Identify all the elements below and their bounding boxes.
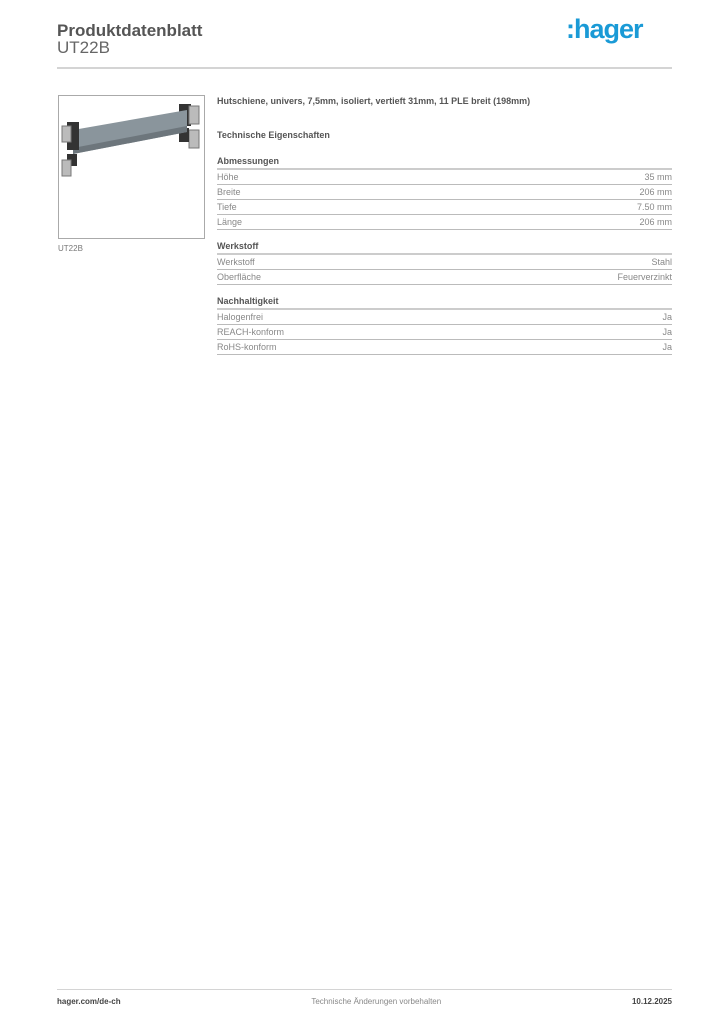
spec-row — [217, 255, 672, 270]
spec-row — [217, 215, 672, 230]
footer-website: hager.com/de-ch — [57, 997, 121, 1006]
spec-label: Tiefe — [217, 202, 237, 212]
spec-label: REACH-konform — [217, 327, 285, 337]
document-title: Produktdatenblatt — [57, 21, 203, 40]
footer-date: 10.12.2025 — [631, 997, 672, 1006]
spec-value: 206 mm — [639, 187, 672, 197]
spec-value: 35 mm — [644, 172, 672, 182]
spec-label: Breite — [217, 187, 241, 197]
spec-row — [217, 310, 672, 325]
footer-divider — [57, 989, 672, 990]
spec-row — [217, 270, 672, 285]
spec-value: 206 mm — [639, 217, 672, 227]
spec-label: Höhe — [217, 172, 239, 182]
image-caption: UT22B — [58, 244, 83, 253]
spec-section-title: Abmessungen — [217, 156, 672, 170]
spec-section — [217, 241, 672, 285]
spec-label: Halogenfrei — [217, 312, 264, 322]
product-description: Hutschiene, univers, 7,5mm, isoliert, vertieft 31mm, 11 PLE breit (198mm) — [217, 96, 531, 106]
spec-label: Oberfläche — [217, 272, 262, 282]
spec-value: Ja — [662, 312, 672, 322]
spec-value: Ja — [662, 327, 672, 337]
technical-properties-heading: Technische Eigenschaften — [217, 130, 330, 140]
spec-label: Länge — [217, 217, 243, 227]
spec-row — [217, 170, 672, 185]
footer — [57, 997, 672, 1006]
product-details — [217, 96, 672, 366]
spec-row — [217, 185, 672, 200]
spec-section — [217, 156, 672, 230]
spec-label: RoHS-konform — [217, 342, 277, 352]
hager-logo: :hager — [566, 14, 643, 44]
footer-note: Technische Änderungen vorbehalten — [311, 997, 442, 1006]
product-image — [58, 95, 205, 239]
header-divider — [57, 67, 672, 69]
spec-label: Werkstoff — [217, 257, 255, 267]
spec-value: Feuerverzinkt — [617, 272, 672, 282]
spec-row — [217, 340, 672, 355]
spec-value: Stahl — [651, 257, 672, 267]
product-code: UT22B — [57, 38, 110, 57]
spec-value: 7.50 mm — [636, 202, 672, 212]
spec-section — [217, 296, 672, 355]
spec-row — [217, 325, 672, 340]
spec-row — [217, 200, 672, 215]
spec-value: Ja — [662, 342, 672, 352]
spec-section-title: Werkstoff — [217, 241, 672, 255]
spec-section-title: Nachhaltigkeit — [217, 296, 672, 310]
din-rail-illustration — [59, 96, 204, 238]
